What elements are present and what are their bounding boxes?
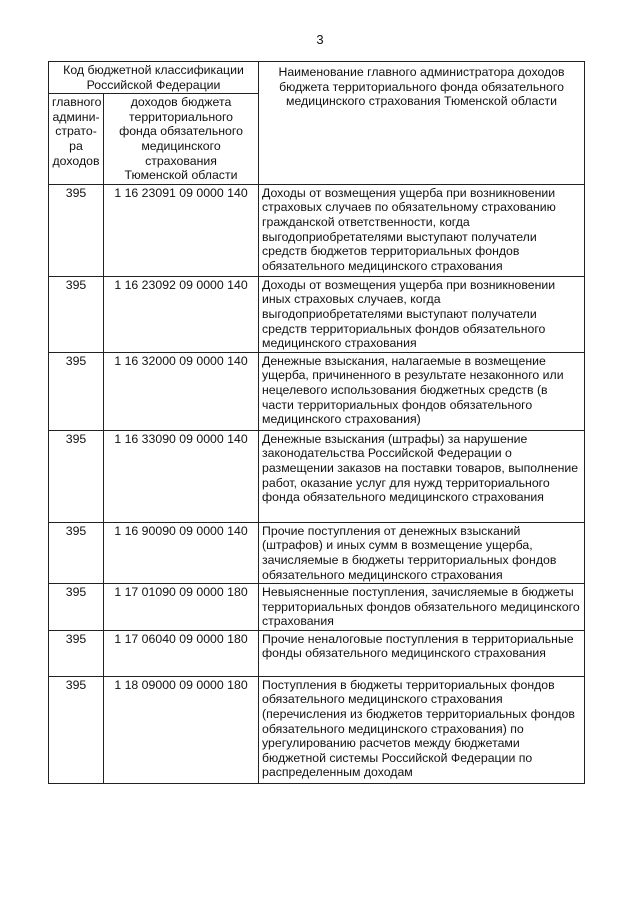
header-name: Наименование главного администратора доходов бюджета территориального фонда обязательного медицинского страхования Тюменской области	[259, 62, 585, 185]
budget-code-cell: 1 16 23092 09 0000 140	[104, 276, 259, 352]
admin-code-cell: 395	[49, 676, 104, 783]
income-name-cell: Денежные взыскания, налагаемые в возмещение ущерба, причиненного в результате незаконного или нецелевого использования бюджетных средств (в части территориальных фондов обязательного медицинского страхования)	[259, 352, 585, 430]
income-name-cell: Прочие неналоговые поступления в территориальные фонды обязательного медицинского страхования	[259, 630, 585, 676]
budget-code-cell: 1 16 33090 09 0000 140	[104, 430, 259, 522]
admin-code-cell: 395	[49, 276, 104, 352]
income-name-cell: Прочие поступления от денежных взысканий (штрафов) и иных сумм в возмещение ущерба, зачисляемые в бюджеты территориальных фондов обязательного медицинского страхования	[259, 522, 585, 583]
table-row	[49, 584, 585, 631]
table-row	[49, 352, 585, 430]
income-name-cell: Денежные взыскания (штрафы) за нарушение законодательства Российской Федерации о размещении заказов на поставки товаров, выполнение работ, оказание услуг для нужд территориального фонда обязательного медицинского страхования	[259, 430, 585, 522]
budget-code-cell: 1 17 06040 09 0000 180	[104, 630, 259, 676]
budget-code-cell: 1 17 01090 09 0000 180	[104, 584, 259, 631]
budget-classification-table	[48, 61, 585, 784]
income-name-cell: Невыясненные поступления, зачисляемые в бюджеты территориальных фондов обязательного медицинского страхования	[259, 584, 585, 631]
table-row	[49, 276, 585, 352]
admin-code-cell: 395	[49, 584, 104, 631]
admin-code-cell: 395	[49, 630, 104, 676]
budget-code-cell: 1 16 23091 09 0000 140	[104, 184, 259, 276]
header-admin-code: главного админи-страто-ра доходов	[49, 94, 104, 185]
header-code-group: Код бюджетной классификации Российской Федерации	[49, 62, 259, 94]
table-header-row	[49, 62, 585, 94]
page-number: 3	[316, 32, 324, 47]
budget-code-cell: 1 16 90090 09 0000 140	[104, 522, 259, 583]
admin-code-cell: 395	[49, 352, 104, 430]
table-row	[49, 630, 585, 676]
budget-code-cell: 1 16 32000 09 0000 140	[104, 352, 259, 430]
table-row	[49, 430, 585, 522]
budget-code-cell: 1 18 09000 09 0000 180	[104, 676, 259, 783]
table-row	[49, 676, 585, 783]
admin-code-cell: 395	[49, 430, 104, 522]
admin-code-cell: 395	[49, 522, 104, 583]
table-row	[49, 522, 585, 583]
income-name-cell: Поступления в бюджеты территориальных фондов обязательного медицинского страхования (перечисления из бюджетов территориальных фондов обязательного медицинского страхования) по урегулированию расчетов между бюджетами бюджетной системы Российской Федерации по распределенным доходам	[259, 676, 585, 783]
income-name-cell: Доходы от возмещения ущерба при возникновении иных страховых случаев, когда выгодоприобретателями выступают получатели средств территориальных фондов обязательного медицинского страхования	[259, 276, 585, 352]
header-income-code: доходов бюджета территориального фонда обязательного медицинского страхования Тюменской области	[104, 94, 259, 185]
table-row	[49, 184, 585, 276]
income-name-cell: Доходы от возмещения ущерба при возникновении страховых случаев по обязательному страхованию гражданской ответственности, когда выгодоприобретателями выступают получатели средств бюджетов территориальных фондов обязательного медицинского страхования	[259, 184, 585, 276]
admin-code-cell: 395	[49, 184, 104, 276]
